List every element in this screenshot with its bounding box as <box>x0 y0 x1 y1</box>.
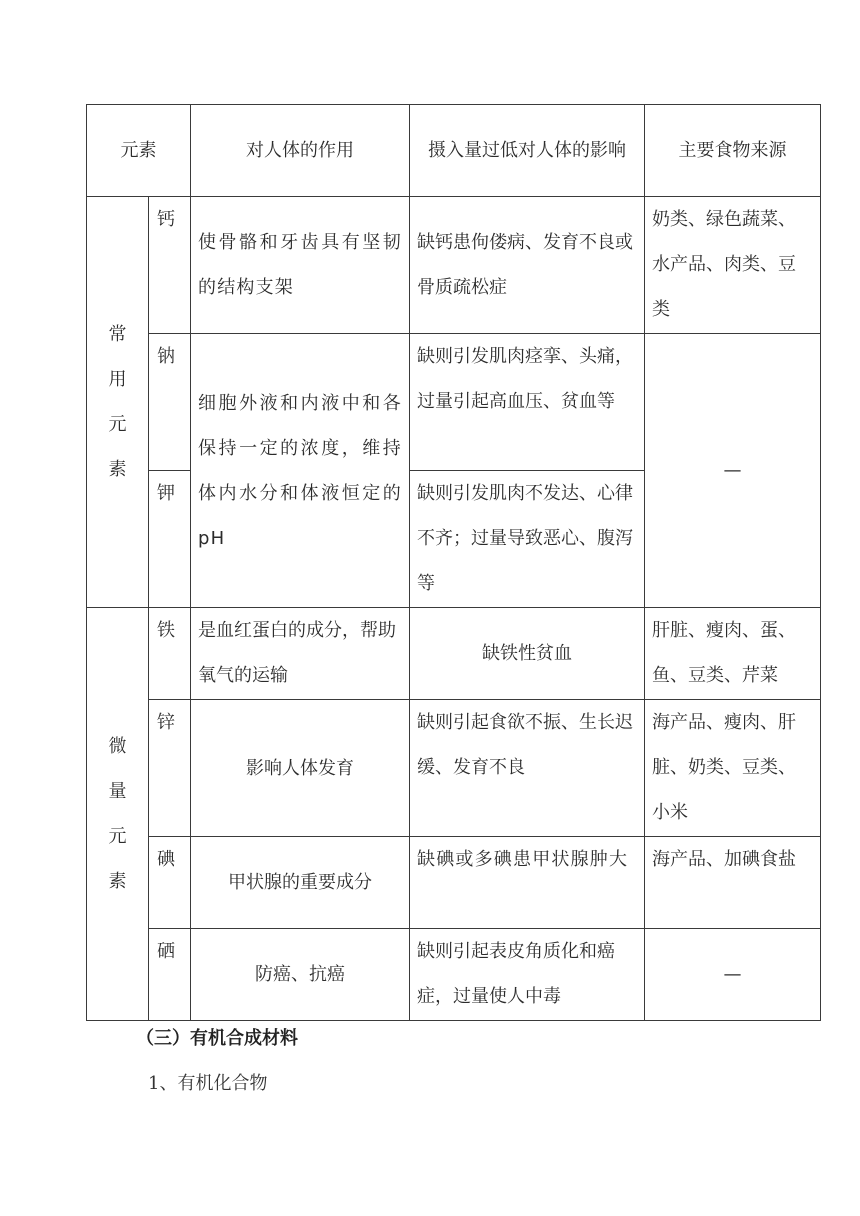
cell-element: 钠 <box>149 334 191 471</box>
header-element: 元素 <box>87 105 191 197</box>
cell-function-shared: 细胞外液和内液中和各保持一定的浓度，维持体内水分和体液恒定的 pH <box>191 334 410 608</box>
nutrition-elements-table <box>86 104 821 1021</box>
cell-deficiency: 缺碘或多碘患甲状腺肿大 <box>410 837 645 929</box>
cell-function: 甲状腺的重要成分 <box>191 837 410 929</box>
group-trace-label: 微量元素 <box>108 736 127 892</box>
table-row-sodium <box>87 334 821 471</box>
table-header-row <box>87 105 821 197</box>
header-sources: 主要食物来源 <box>645 105 821 197</box>
cell-deficiency: 缺钙患佝偻病、发育不良或骨质疏松症 <box>410 197 645 334</box>
cell-element: 锌 <box>149 700 191 837</box>
cell-element: 碘 <box>149 837 191 929</box>
subsection-title: 1、有机化合物 <box>148 1073 268 1094</box>
cell-deficiency: 缺则引发肌肉痉挛、头痛，过量引起高血压、贫血等 <box>410 334 645 471</box>
cell-deficiency: 缺则引起表皮角质化和癌症，过量使人中毒 <box>410 929 645 1021</box>
table-row-zinc <box>87 700 821 837</box>
cell-element: 钙 <box>149 197 191 334</box>
table-row-iodine <box>87 837 821 929</box>
cell-sources: — <box>645 929 821 1021</box>
cell-sources: 海产品、加碘食盐 <box>645 837 821 929</box>
cell-function: 使骨骼和牙齿具有坚韧的结构支架 <box>191 197 410 334</box>
table-row-calcium <box>87 197 821 334</box>
cell-deficiency: 缺则引发肌肉不发达、心律不齐；过量导致恶心、腹泻等 <box>410 471 645 608</box>
cell-sources: 海产品、瘦肉、肝脏、奶类、豆类、小米 <box>645 700 821 837</box>
cell-deficiency: 缺铁性贫血 <box>410 608 645 700</box>
group-trace-elements <box>87 608 149 1021</box>
cell-sources: 肝脏、瘦肉、蛋、鱼、豆类、芹菜 <box>645 608 821 700</box>
cell-element: 硒 <box>149 929 191 1021</box>
group-common-elements <box>87 197 149 608</box>
cell-deficiency: 缺则引起食欲不振、生长迟缓、发育不良 <box>410 700 645 837</box>
group-common-label: 常用元素 <box>108 324 127 480</box>
cell-function: 影响人体发育 <box>191 700 410 837</box>
cell-sources-shared: — <box>645 334 821 608</box>
header-deficiency: 摄入量过低对人体的影响 <box>410 105 645 197</box>
section-title: （三）有机合成材料 <box>136 1028 298 1049</box>
table-row-iron <box>87 608 821 700</box>
cell-function: 是血红蛋白的成分，帮助氧气的运输 <box>191 608 410 700</box>
cell-sources: 奶类、绿色蔬菜、水产品、肉类、豆类 <box>645 197 821 334</box>
cell-element: 铁 <box>149 608 191 700</box>
header-function: 对人体的作用 <box>191 105 410 197</box>
cell-function: 防癌、抗癌 <box>191 929 410 1021</box>
table-row-selenium <box>87 929 821 1021</box>
cell-element: 钾 <box>149 471 191 608</box>
